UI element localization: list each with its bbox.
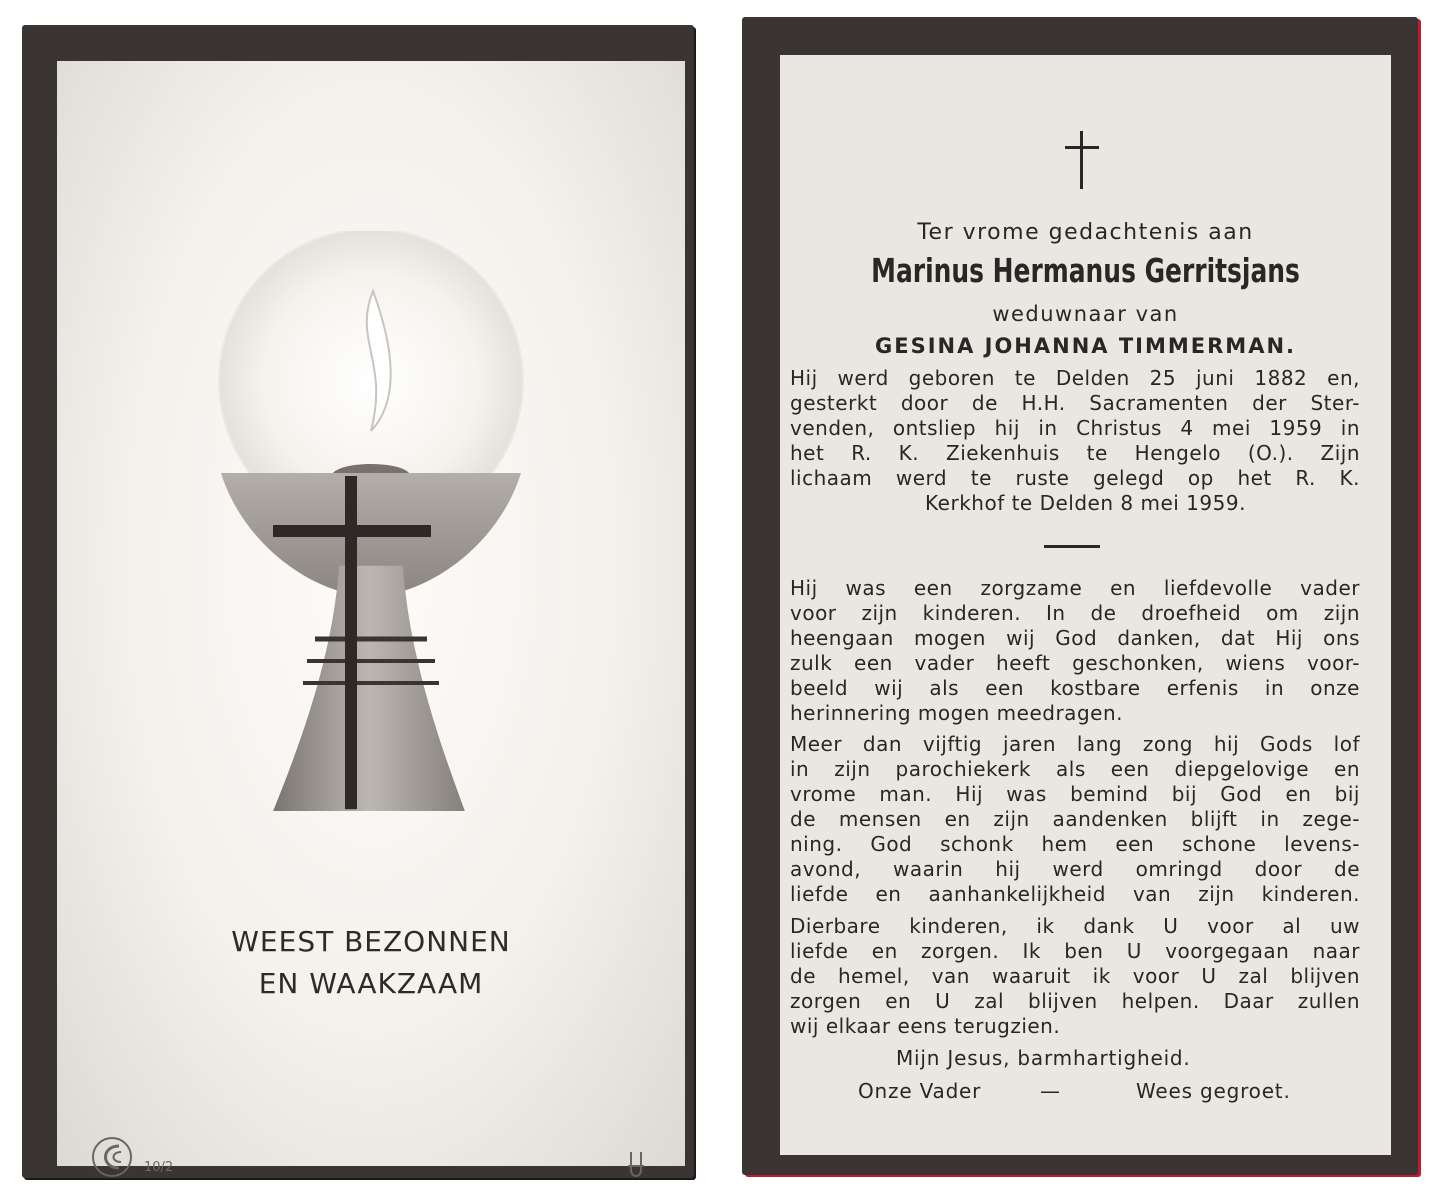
bio-line: het R. K. Ziekenhuis te Hengelo (O.). Zijn (790, 441, 1360, 465)
cross-icon (1065, 131, 1099, 189)
intro-text: Ter vrome gedachtenis aan (917, 220, 1254, 245)
spouse-name: GESINA JOHANNA TIMMERMAN. (874, 334, 1297, 358)
paragraph-line: in zijn parochiekerk als een diepgelovige en (790, 757, 1360, 781)
card-back-panel (780, 55, 1391, 1155)
paragraph-line: Dierbare kinderen, ik dank U voor al uw (790, 914, 1360, 938)
paragraph-line: de hemel, van waaruit ik voor U zal blijven (790, 964, 1360, 988)
bio-line: lichaam werd te ruste gelegd op het R. K. (790, 466, 1360, 490)
memorial-card-back (742, 17, 1418, 1175)
paragraph-line: liefde en zorgen. Ik ben U voorgegaan naar (790, 939, 1360, 963)
bio-line: Kerkhof te Delden 8 mei 1959. (925, 491, 1246, 515)
prayer-our-father: Onze Vader (858, 1079, 982, 1103)
paragraph-line: zorgen en U zal blijven helpen. Daar zullen (790, 989, 1360, 1013)
bio-line: gesterkt door de H.H. Sacramenten der Ster- (790, 391, 1360, 415)
paragraph-line: voor zijn kinderen. In de droefheid om zijn (790, 601, 1360, 625)
paragraph-line: Hij was een zorgzame en liefdevolle vader (790, 576, 1360, 600)
paragraph-line: ning. God schonk hem een schone levens- (790, 832, 1360, 856)
paragraph-line: beeld wij als een kostbare erfenis in onze (790, 676, 1360, 700)
prayer-line-1: Mijn Jesus, barmhartigheid. (896, 1046, 1191, 1070)
relation-text: weduwnaar van (992, 302, 1179, 326)
paragraph-line: heengaan mogen wij God danken, dat Hij ons (790, 626, 1360, 650)
paragraph-line: Meer dan vijftig jaren lang zong hij Gods lof (790, 732, 1360, 756)
separator-rule (1044, 545, 1100, 548)
paragraph-line: zulk een vader heeft geschonken, wiens voor- (790, 651, 1360, 675)
paragraph-line: de mensen en zijn aandenken blijft in zege- (790, 807, 1360, 831)
prayer-dash: — (1040, 1079, 1060, 1103)
printer-mark-icon (627, 1148, 645, 1180)
bio-line: Hij werd geboren te Delden 25 juni 1882 en, (790, 366, 1360, 390)
prayer-hail-mary: Wees gegroet. (1136, 1079, 1291, 1103)
motto-line-1: WEEST BEZONNEN (231, 925, 511, 958)
motto-line-2: EN WAAKZAAM (258, 967, 484, 1000)
bio-line: venden, ontsliep hij in Christus 4 mei 1959 in (790, 416, 1360, 440)
paragraph-line: herinnering mogen meedragen. (790, 701, 1123, 725)
motto (57, 921, 685, 1005)
paragraph-line: liefde en aanhankelijkheid van zijn kinderen. (790, 882, 1360, 906)
paragraph-line: avond, waarin hij werd omringd door de (790, 857, 1360, 881)
paragraph-line: vrome man. Hij was bemind bij God en bij (790, 782, 1360, 806)
publisher-logo-icon (91, 1136, 133, 1178)
card-front-panel (57, 61, 685, 1175)
chalice-cross-icon (203, 231, 539, 811)
memorial-card-front (22, 25, 694, 1178)
card-code: 10/2 (144, 1160, 174, 1175)
paragraph-line: wij elkaar eens terugzien. (790, 1014, 1061, 1038)
deceased-name: Marinus Hermanus Gerritsjans (871, 251, 1300, 290)
